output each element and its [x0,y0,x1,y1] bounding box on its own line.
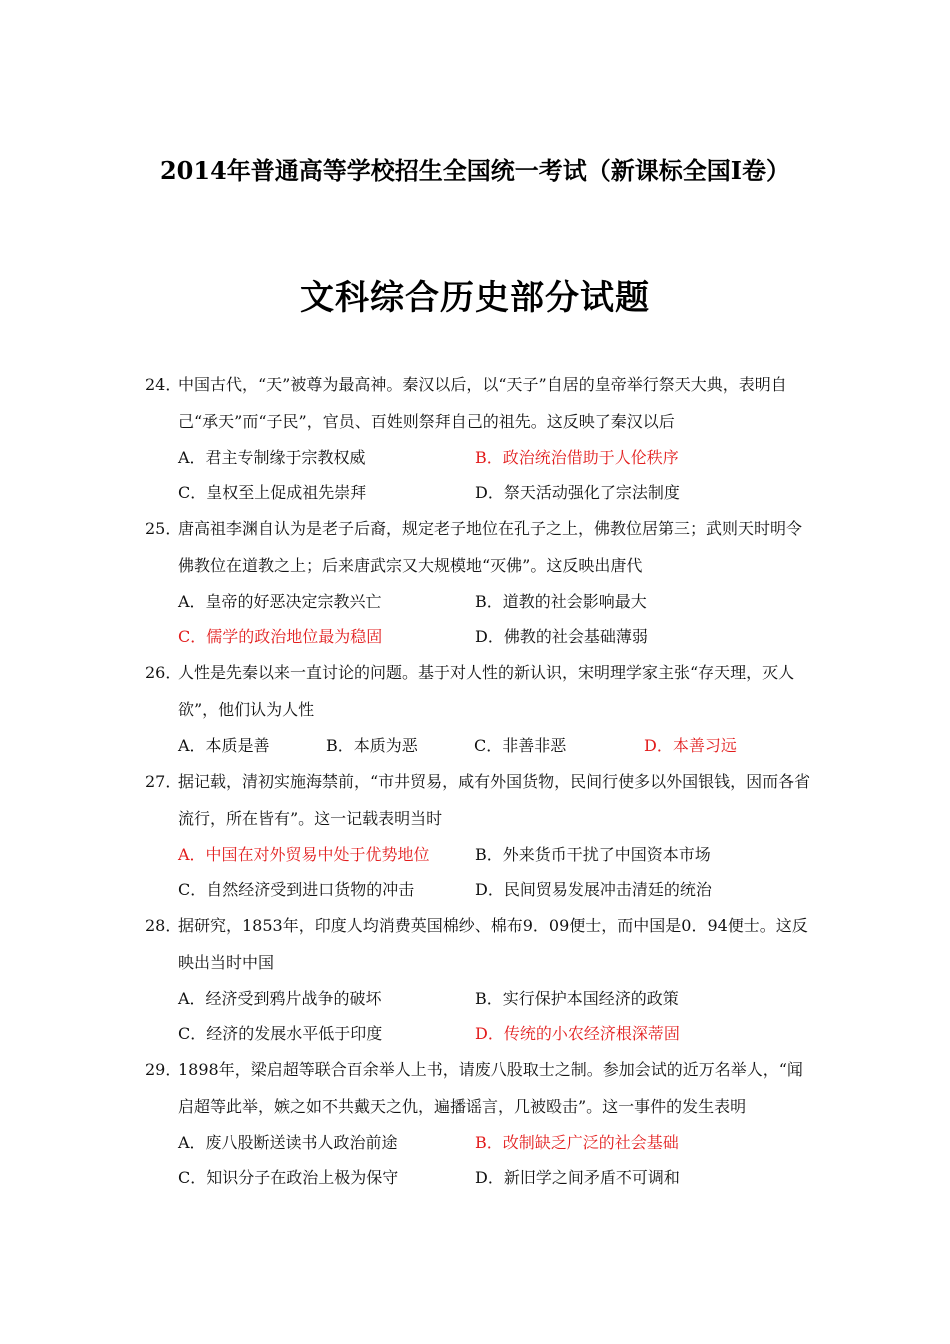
question-29 [145,1051,815,1195]
option-b: B．外来货币干扰了中国资本市场 [475,845,711,864]
question-stem: 人性是先秦以来一直讨论的问题。基于对人性的新认识，宋明理学家主张“存天理，灭人欲”，他们认为人性 [178,663,795,719]
option-group [145,440,815,510]
option-group [145,837,815,907]
option-group [145,584,815,654]
option-d: D．佛教的社会基础薄弱 [475,627,648,646]
question-stem: 中国古代，“天”被尊为最高神。秦汉以后，以“天子”自居的皇帝举行祭天大典，表明自己“承天”而“子民”，官员、百姓则祭拜自己的祖先。这反映了秦汉以后 [178,375,787,431]
option-d: D．新旧学之间矛盾不可调和 [475,1168,680,1187]
option-d: D．祭天活动强化了宗法制度 [475,483,680,502]
option-d-answer: D．传统的小农经济根深蒂固 [475,1024,680,1043]
question-list [145,366,815,1195]
option-a: A．废八股断送读书人政治前途 [178,1133,398,1152]
question-stem: 1898年，梁启超等联合百余举人上书，请废八股取士之制。参加会试的近万名举人，“闻启超等此举，嫉之如不共戴天之仇，遍播谣言，几被殴击”。这一事件的发生表明 [178,1060,803,1116]
question-26 [145,654,815,763]
question-stem: 唐高祖李渊自认为是老子后裔，规定老子地位在孔子之上，佛教位居第三；武则天时明令佛教位在道教之上；后来唐武宗又大规模地“灭佛”。这反映出唐代 [178,519,803,575]
question-stem: 据记载，清初实施海禁前，“市井贸易，咸有外国货物，民间行使多以外国银钱，因而各省流行，所在皆有”。这一记载表明当时 [178,772,811,828]
option-b: B．实行保护本国经济的政策 [475,989,679,1008]
question-25 [145,510,815,654]
option-c: C．经济的发展水平低于印度 [178,1024,383,1043]
question-24 [145,366,815,510]
exam-subtitle: 文科综合历史部分试题 [300,278,650,318]
option-c: C．非善非恶 [474,736,567,755]
option-c: C．皇权至上促成祖先崇拜 [178,483,367,502]
question-number: 24． [145,375,182,394]
question-number: 27． [145,772,182,791]
option-b: B．道教的社会影响最大 [475,592,647,611]
question-number: 29． [145,1060,182,1079]
exam-title: 2014年普通高等学校招生全国统一考试（新课标全国Ⅰ卷） [159,156,791,185]
question-28 [145,907,815,1051]
question-number: 26． [145,663,182,682]
option-a: A．本质是善 [178,736,270,755]
option-c: C．自然经济受到进口货物的冲击 [178,880,415,899]
option-a: A．经济受到鸦片战争的破坏 [178,989,382,1008]
option-c: C．知识分子在政治上极为保守 [178,1168,399,1187]
option-a: A．君主专制缘于宗教权威 [178,448,366,467]
option-group [145,981,815,1051]
option-b: B．本质为恶 [326,736,418,755]
option-a-answer: A．中国在对外贸易中处于优势地位 [178,845,430,864]
option-b-answer: B．改制缺乏广泛的社会基础 [475,1133,679,1152]
option-c-answer: C．儒学的政治地位最为稳固 [178,627,383,646]
option-b-answer: B．政治统治借助于人伦秩序 [475,448,679,467]
question-number: 25． [145,519,182,538]
option-group [145,728,815,763]
option-d-answer: D．本善习远 [644,736,737,755]
question-27 [145,763,815,907]
option-d: D．民间贸易发展冲击清廷的统治 [475,880,712,899]
question-number: 28． [145,916,182,935]
option-group [145,1125,815,1195]
question-stem: 据研究，1853年，印度人均消费英国棉纱、棉布9．09便士，而中国是0．94便士。这反映出当时中国 [178,916,808,972]
option-a: A．皇帝的好恶决定宗教兴亡 [178,592,382,611]
